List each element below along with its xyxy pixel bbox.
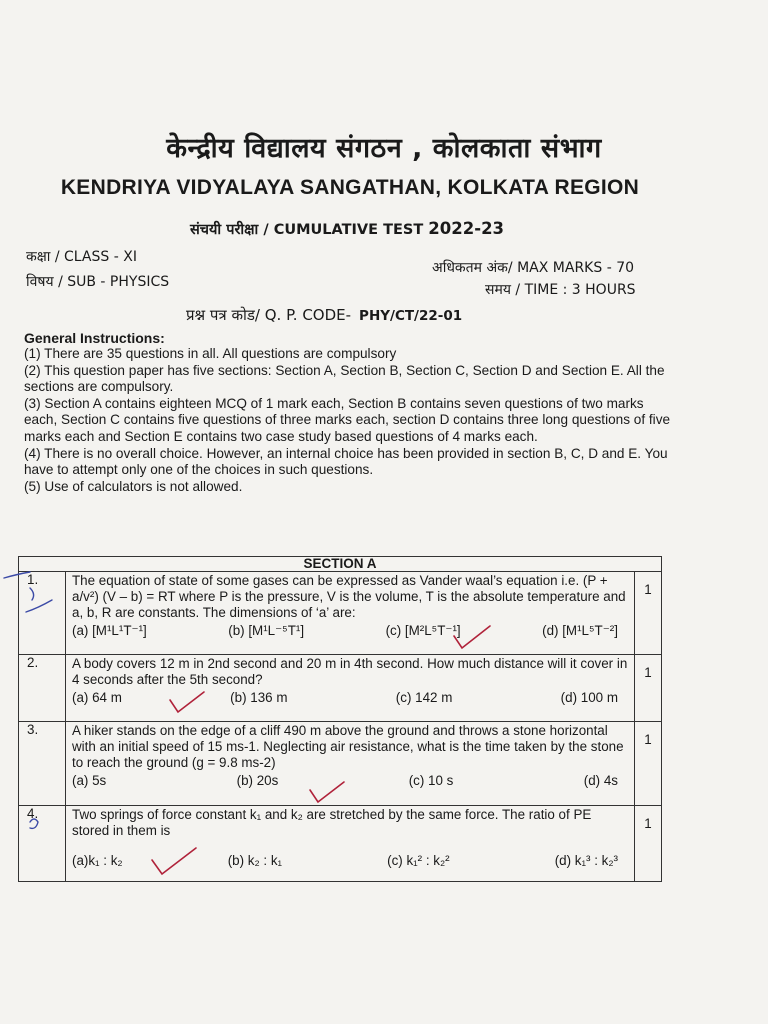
question-text: Two springs of force constant k₁ and k₂ are stretched by the same force. The ratio of PE stored in them is: [72, 807, 592, 838]
option: (b) 136 m: [230, 690, 288, 705]
question-number: 1.: [19, 572, 66, 655]
question-marks: 1: [635, 572, 662, 655]
question-marks: 1: [635, 722, 662, 806]
test-label: संचयी परीक्षा / CUMULATIVE TEST: [190, 222, 424, 238]
instructions-heading: General Instructions:: [24, 330, 165, 346]
instruction-item: (5) Use of calculators is not allowed.: [24, 478, 243, 494]
max-marks-line: अधिकतम अंक/ MAX MARKS - 70: [432, 260, 635, 276]
option: (c) 10 s: [408, 773, 454, 788]
hindi-title: केन्द्रीय विद्यालय संगठन , कोलकाता संभाग: [166, 133, 602, 164]
qp-code: PHY/CT/22-01: [359, 308, 463, 324]
question-text: A body covers 12 m in 2nd second and 20 m in 4th second. How much distance will it cover in 4 seconds after the 5th second?: [72, 656, 628, 687]
qp-label: प्रश्न पत्र कोड/ Q. P. CODE-: [186, 306, 352, 324]
english-title: KENDRIYA VIDYALAYA SANGATHAN, KOLKATA REGION: [60, 176, 640, 199]
option: (d) k₁³ : k₂³: [554, 853, 618, 868]
question-row: [19, 655, 662, 722]
section-a-table: [18, 556, 662, 882]
option: (b) [M¹L⁻⁵T¹]: [228, 623, 305, 638]
question-marks: 1: [635, 655, 662, 722]
question-body: [66, 655, 635, 722]
test-year: 2022-23: [428, 219, 505, 238]
answer-tick-q2: [168, 690, 208, 720]
question-row: [19, 572, 662, 655]
question-options: [72, 623, 628, 639]
instruction-item: (2) This question paper has five sections: Section A, Section B, Section C, Section D and Section E. All the sections are compulsory.: [24, 362, 665, 395]
option: (a)k₁ : k₂: [72, 853, 123, 868]
answer-tick-q4: [150, 846, 200, 880]
option: (d) 4s: [583, 773, 618, 788]
option: (a) [M¹L¹T⁻¹]: [72, 623, 147, 638]
question-options: [72, 773, 628, 789]
option: (d) [M¹L⁵T⁻²]: [542, 623, 618, 638]
question-number: 2.: [19, 655, 66, 722]
answer-tick-q1: [452, 624, 492, 654]
option: (a) 5s: [72, 773, 107, 788]
instructions-list: [24, 346, 674, 495]
instruction-item: (1) There are 35 questions in all. All questions are compulsory: [24, 346, 397, 361]
test-title: [190, 219, 504, 239]
question-row: [19, 806, 662, 882]
option: (a) 64 m: [72, 690, 122, 705]
option: (c) 142 m: [395, 690, 453, 705]
question-options: [72, 690, 628, 706]
question-marks: 1: [635, 806, 662, 882]
question-number: 4.: [19, 806, 66, 882]
subject-line: विषय / SUB - PHYSICS: [26, 274, 170, 290]
question-text: A hiker stands on the edge of a cliff 490 m above the ground and throws a stone horizontal with an initial speed of 15 ms-1. Neglecting air resistance, what is the time taken by the stone to reach the ground (g = 9.8 ms-2): [72, 723, 624, 770]
option: (c) [M²L⁵T⁻¹]: [385, 623, 461, 638]
option: (b) k₂ : k₁: [227, 853, 283, 868]
qp-code-line: [186, 305, 462, 325]
option: (b) 20s: [236, 773, 279, 788]
class-line: कक्षा / CLASS - XI: [26, 249, 137, 265]
pen-marks-margin: [0, 560, 70, 840]
option: (c) k₁² : k₂²: [387, 853, 450, 868]
instruction-item: (3) Section A contains eighteen MCQ of 1 mark each, Section B contains seven questions of two marks each, Section C contains five questions of three marks each, section D contains three long questions of five marks each and Section E contains two case study based questions of 4 marks each.: [24, 395, 671, 444]
section-heading: SECTION A: [19, 557, 662, 572]
question-body: [66, 572, 635, 655]
question-body: [66, 722, 635, 806]
question-text: The equation of state of some gases can be expressed as Vander waal’s equation i.e. (P + a/v²) (V – b) = RT where P is the pressure, V is the volume, T is the absolute temperature and a, b, R are constants. The dimensions of ‘a’ are:: [72, 573, 626, 620]
answer-tick-q3: [308, 780, 348, 810]
time-line: समय / TIME : 3 HOURS: [485, 282, 636, 298]
instruction-item: (4) There is no overall choice. However, an internal choice has been provided in section B, C, D and E. You have to attempt only one of the choices in such questions.: [24, 445, 668, 478]
option: (d) 100 m: [560, 690, 618, 705]
question-number: 3.: [19, 722, 66, 806]
